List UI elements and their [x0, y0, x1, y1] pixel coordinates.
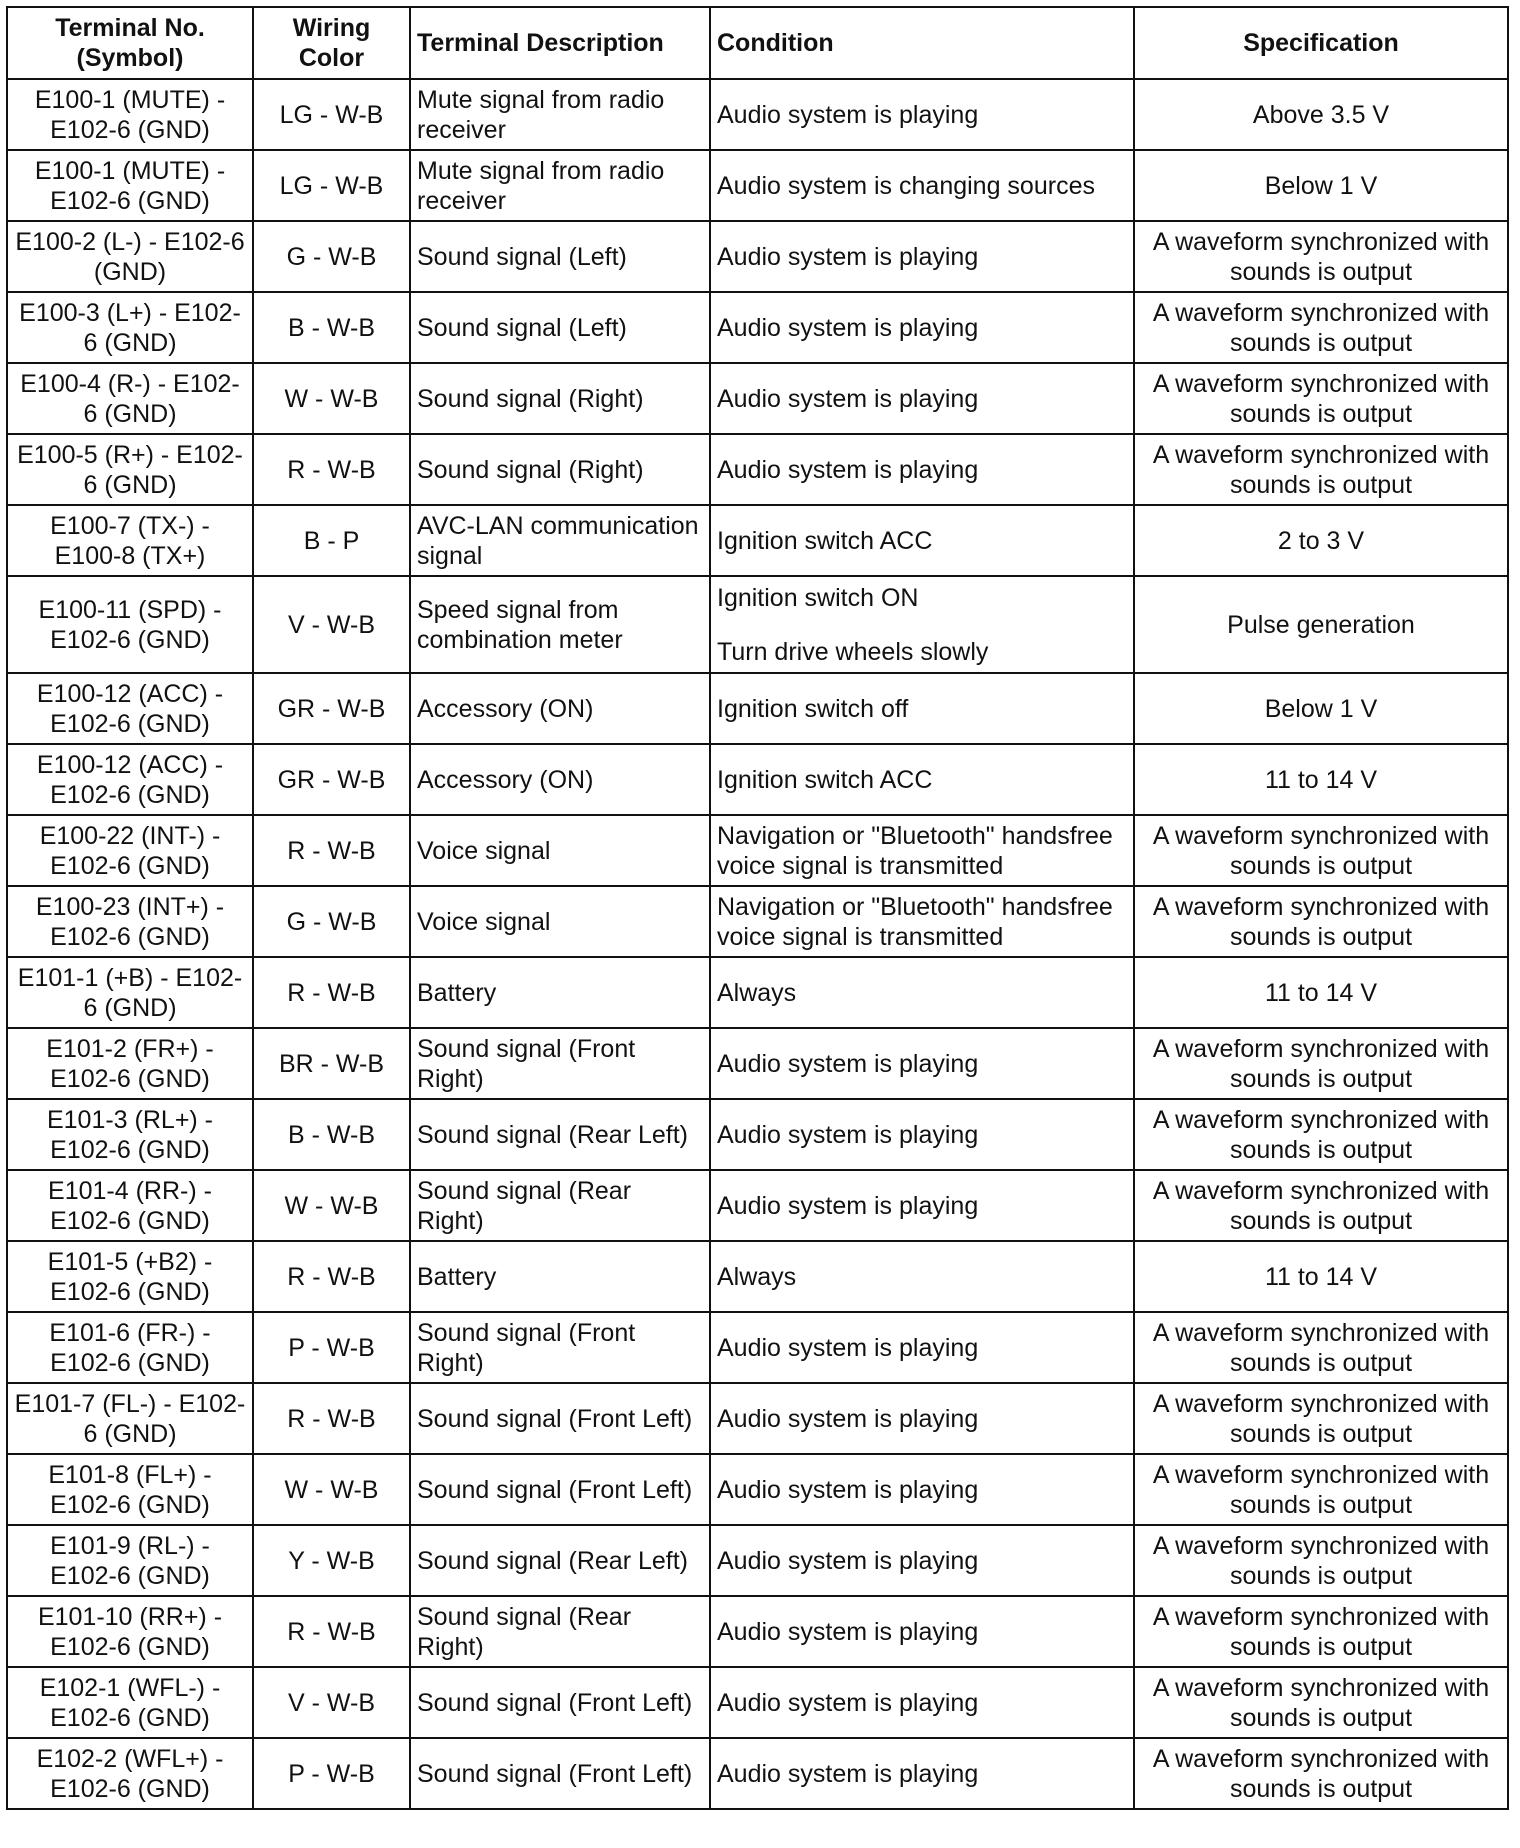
- header-terminal-description: Terminal Description: [410, 7, 710, 79]
- wiring-color-cell: W - W-B: [253, 1454, 410, 1525]
- specification-cell: A waveform synchronized with sounds is output: [1134, 886, 1508, 957]
- condition-cell: Audio system is playing: [710, 1099, 1134, 1170]
- terminal-cell: E101-8 (FL+) - E102-6 (GND): [7, 1454, 253, 1525]
- terminal-cell: E100-5 (R+) - E102-6 (GND): [7, 434, 253, 505]
- terminal-description-cell: Sound signal (Right): [410, 434, 710, 505]
- wiring-color-cell: W - W-B: [253, 1170, 410, 1241]
- header-condition: Condition: [710, 7, 1134, 79]
- terminal-description-cell: Voice signal: [410, 815, 710, 886]
- specification-cell: A waveform synchronized with sounds is output: [1134, 363, 1508, 434]
- table-row: [7, 957, 1508, 1028]
- terminal-cell: E101-9 (RL-) - E102-6 (GND): [7, 1525, 253, 1596]
- terminal-description-cell: Sound signal (Rear Right): [410, 1596, 710, 1667]
- terminal-cell: E102-1 (WFL-) - E102-6 (GND): [7, 1667, 253, 1738]
- wiring-color-cell: BR - W-B: [253, 1028, 410, 1099]
- terminal-description-cell: Sound signal (Left): [410, 221, 710, 292]
- terminal-cell: E101-5 (+B2) - E102-6 (GND): [7, 1241, 253, 1312]
- header-wiring-color: Wiring Color: [253, 7, 410, 79]
- wiring-color-cell: G - W-B: [253, 221, 410, 292]
- specification-cell: A waveform synchronized with sounds is output: [1134, 1454, 1508, 1525]
- table-row: [7, 1383, 1508, 1454]
- terminal-description-cell: Sound signal (Rear Left): [410, 1525, 710, 1596]
- specification-cell: 11 to 14 V: [1134, 957, 1508, 1028]
- specification-cell: 2 to 3 V: [1134, 505, 1508, 576]
- wiring-color-cell: B - W-B: [253, 292, 410, 363]
- terminal-cell: E101-3 (RL+) - E102-6 (GND): [7, 1099, 253, 1170]
- terminal-description-cell: Accessory (ON): [410, 673, 710, 744]
- specification-cell: 11 to 14 V: [1134, 744, 1508, 815]
- wiring-color-cell: LG - W-B: [253, 150, 410, 221]
- condition-cell: Audio system is playing: [710, 1738, 1134, 1809]
- condition-cell: Audio system is playing: [710, 1383, 1134, 1454]
- condition-cell: Audio system is playing: [710, 1312, 1134, 1383]
- wiring-color-cell: G - W-B: [253, 886, 410, 957]
- table-row: [7, 434, 1508, 505]
- condition-cell: Audio system is playing: [710, 1596, 1134, 1667]
- terminal-cell: E101-2 (FR+) - E102-6 (GND): [7, 1028, 253, 1099]
- condition-cell: Audio system is playing: [710, 221, 1134, 292]
- table-row: [7, 744, 1508, 815]
- wiring-color-cell: GR - W-B: [253, 673, 410, 744]
- condition-cell: Audio system is playing: [710, 79, 1134, 150]
- terminal-description-cell: Sound signal (Front Left): [410, 1383, 710, 1454]
- specification-cell: A waveform synchronized with sounds is output: [1134, 1028, 1508, 1099]
- terminal-cell: E100-4 (R-) - E102-6 (GND): [7, 363, 253, 434]
- specification-cell: A waveform synchronized with sounds is output: [1134, 292, 1508, 363]
- specification-cell: Pulse generation: [1134, 576, 1508, 673]
- condition-line: Turn drive wheels slowly: [717, 637, 989, 666]
- condition-cell: Audio system is playing: [710, 1170, 1134, 1241]
- condition-cell: Navigation or "Bluetooth" handsfree voice signal is transmitted: [710, 886, 1134, 957]
- wiring-color-cell: R - W-B: [253, 957, 410, 1028]
- terminal-description-cell: Sound signal (Front Left): [410, 1738, 710, 1809]
- wiring-color-cell: Y - W-B: [253, 1525, 410, 1596]
- specification-cell: Below 1 V: [1134, 673, 1508, 744]
- table-row: [7, 150, 1508, 221]
- terminal-cell: E101-10 (RR+) - E102-6 (GND): [7, 1596, 253, 1667]
- condition-cell: Navigation or "Bluetooth" handsfree voice signal is transmitted: [710, 815, 1134, 886]
- condition-cell: Audio system is playing: [710, 1667, 1134, 1738]
- wiring-color-cell: GR - W-B: [253, 744, 410, 815]
- terminal-spec-table-container: [6, 6, 1507, 1810]
- table-row: [7, 1667, 1508, 1738]
- specification-cell: Below 1 V: [1134, 150, 1508, 221]
- wiring-color-cell: V - W-B: [253, 576, 410, 673]
- condition-cell: Audio system is playing: [710, 292, 1134, 363]
- specification-cell: A waveform synchronized with sounds is output: [1134, 221, 1508, 292]
- table-row: [7, 292, 1508, 363]
- header-specification: Specification: [1134, 7, 1508, 79]
- table-row: [7, 576, 1508, 673]
- wiring-color-cell: P - W-B: [253, 1312, 410, 1383]
- specification-cell: A waveform synchronized with sounds is output: [1134, 815, 1508, 886]
- table-row: [7, 1099, 1508, 1170]
- table-row: [7, 1241, 1508, 1312]
- terminal-cell: E101-6 (FR-) - E102-6 (GND): [7, 1312, 253, 1383]
- wiring-color-cell: R - W-B: [253, 1383, 410, 1454]
- terminal-cell: E101-1 (+B) - E102-6 (GND): [7, 957, 253, 1028]
- terminal-description-cell: Sound signal (Rear Left): [410, 1099, 710, 1170]
- wiring-color-cell: R - W-B: [253, 434, 410, 505]
- specification-cell: A waveform synchronized with sounds is output: [1134, 1383, 1508, 1454]
- terminal-description-cell: Battery: [410, 957, 710, 1028]
- table-row: [7, 1738, 1508, 1809]
- condition-cell: Always: [710, 957, 1134, 1028]
- specification-cell: A waveform synchronized with sounds is output: [1134, 1525, 1508, 1596]
- terminal-description-cell: Sound signal (Right): [410, 363, 710, 434]
- header-terminal: Terminal No. (Symbol): [7, 7, 253, 79]
- specification-cell: A waveform synchronized with sounds is output: [1134, 1170, 1508, 1241]
- specification-cell: A waveform synchronized with sounds is output: [1134, 1738, 1508, 1809]
- table-row: [7, 886, 1508, 957]
- terminal-cell: E101-4 (RR-) - E102-6 (GND): [7, 1170, 253, 1241]
- wiring-color-cell: V - W-B: [253, 1667, 410, 1738]
- specification-cell: A waveform synchronized with sounds is output: [1134, 1596, 1508, 1667]
- terminal-description-cell: Mute signal from radio receiver: [410, 150, 710, 221]
- table-row: [7, 673, 1508, 744]
- terminal-cell: E100-3 (L+) - E102-6 (GND): [7, 292, 253, 363]
- specification-cell: A waveform synchronized with sounds is output: [1134, 434, 1508, 505]
- wiring-color-cell: LG - W-B: [253, 79, 410, 150]
- table-row: [7, 1596, 1508, 1667]
- terminal-description-cell: Sound signal (Rear Right): [410, 1170, 710, 1241]
- table-row: [7, 1454, 1508, 1525]
- terminal-description-cell: Sound signal (Front Right): [410, 1028, 710, 1099]
- terminal-spec-table: [6, 6, 1509, 1810]
- table-row: [7, 221, 1508, 292]
- wiring-color-cell: R - W-B: [253, 1596, 410, 1667]
- terminal-cell: E101-7 (FL-) - E102-6 (GND): [7, 1383, 253, 1454]
- terminal-description-cell: Speed signal from combination meter: [410, 576, 710, 673]
- condition-line: Ignition switch ON: [717, 583, 919, 612]
- condition-cell: Ignition switch off: [710, 673, 1134, 744]
- wiring-color-cell: P - W-B: [253, 1738, 410, 1809]
- table-row: [7, 1525, 1508, 1596]
- condition-cell: [710, 576, 1134, 673]
- wiring-color-cell: R - W-B: [253, 815, 410, 886]
- terminal-cell: E100-1 (MUTE) - E102-6 (GND): [7, 79, 253, 150]
- terminal-description-cell: Voice signal: [410, 886, 710, 957]
- specification-cell: A waveform synchronized with sounds is output: [1134, 1667, 1508, 1738]
- terminal-description-cell: Sound signal (Left): [410, 292, 710, 363]
- specification-cell: A waveform synchronized with sounds is output: [1134, 1099, 1508, 1170]
- condition-cell: Audio system is changing sources: [710, 150, 1134, 221]
- wiring-color-cell: B - W-B: [253, 1099, 410, 1170]
- terminal-cell: E102-2 (WFL+) - E102-6 (GND): [7, 1738, 253, 1809]
- wiring-color-cell: R - W-B: [253, 1241, 410, 1312]
- terminal-cell: E100-23 (INT+) - E102-6 (GND): [7, 886, 253, 957]
- table-row: [7, 1312, 1508, 1383]
- table-row: [7, 815, 1508, 886]
- table-row: [7, 1170, 1508, 1241]
- table-row: [7, 79, 1508, 150]
- specification-cell: 11 to 14 V: [1134, 1241, 1508, 1312]
- condition-cell: Always: [710, 1241, 1134, 1312]
- condition-cell: Audio system is playing: [710, 434, 1134, 505]
- terminal-cell: E100-11 (SPD) - E102-6 (GND): [7, 576, 253, 673]
- terminal-description-cell: Sound signal (Front Left): [410, 1667, 710, 1738]
- condition-cell: Audio system is playing: [710, 1028, 1134, 1099]
- wiring-color-cell: W - W-B: [253, 363, 410, 434]
- condition-cell: Ignition switch ACC: [710, 744, 1134, 815]
- terminal-description-cell: Mute signal from radio receiver: [410, 79, 710, 150]
- table-row: [7, 363, 1508, 434]
- table-row: [7, 505, 1508, 576]
- condition-cell: Audio system is playing: [710, 1454, 1134, 1525]
- condition-cell: Audio system is playing: [710, 363, 1134, 434]
- terminal-cell: E100-12 (ACC) - E102-6 (GND): [7, 744, 253, 815]
- terminal-description-cell: Accessory (ON): [410, 744, 710, 815]
- table-header-row: [7, 7, 1508, 79]
- terminal-cell: E100-1 (MUTE) - E102-6 (GND): [7, 150, 253, 221]
- wiring-color-cell: B - P: [253, 505, 410, 576]
- terminal-description-cell: Sound signal (Front Left): [410, 1454, 710, 1525]
- terminal-cell: E100-12 (ACC) - E102-6 (GND): [7, 673, 253, 744]
- terminal-description-cell: AVC-LAN communication signal: [410, 505, 710, 576]
- terminal-cell: E100-7 (TX-) - E100-8 (TX+): [7, 505, 253, 576]
- terminal-cell: E100-2 (L-) - E102-6 (GND): [7, 221, 253, 292]
- condition-cell: Audio system is playing: [710, 1525, 1134, 1596]
- terminal-description-cell: Sound signal (Front Right): [410, 1312, 710, 1383]
- specification-cell: A waveform synchronized with sounds is output: [1134, 1312, 1508, 1383]
- condition-cell: Ignition switch ACC: [710, 505, 1134, 576]
- terminal-cell: E100-22 (INT-) - E102-6 (GND): [7, 815, 253, 886]
- specification-cell: Above 3.5 V: [1134, 79, 1508, 150]
- table-row: [7, 1028, 1508, 1099]
- terminal-description-cell: Battery: [410, 1241, 710, 1312]
